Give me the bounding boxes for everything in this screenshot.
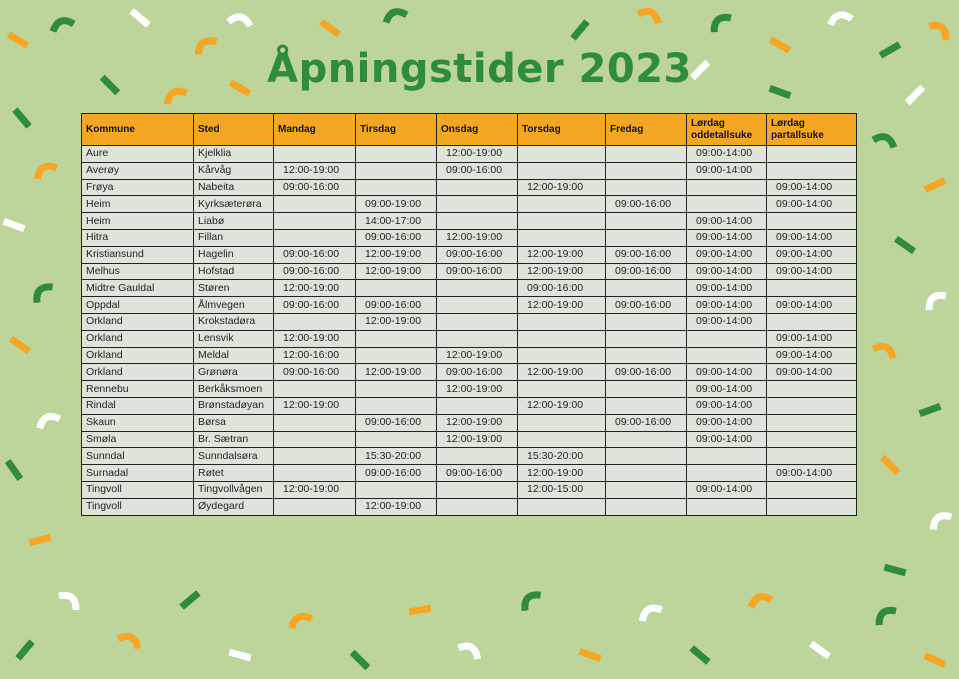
table-row [82, 498, 857, 515]
hours-cell: 12:00-19:00 [437, 381, 518, 398]
table-header-row [82, 114, 857, 146]
hours-cell [518, 431, 606, 448]
hours-cell: 12:00-19:00 [437, 347, 518, 364]
confetti-piece [829, 12, 852, 24]
confetti-piece [229, 652, 250, 658]
hours-cell: 09:00-14:00 [767, 297, 857, 314]
hours-cell: 09:00-16:00 [274, 364, 356, 381]
kommune-cell: Orkland [82, 313, 194, 330]
hours-cell [606, 481, 687, 498]
hours-cell [356, 179, 437, 196]
hours-cell [274, 414, 356, 431]
hours-cell [274, 146, 356, 163]
confetti-piece [638, 8, 661, 24]
hours-cell [518, 146, 606, 163]
kommune-cell: Rindal [82, 397, 194, 414]
hours-cell [606, 498, 687, 515]
hours-cell: 12:00-19:00 [518, 297, 606, 314]
sted-cell: Ålmvegen [194, 297, 274, 314]
sted-cell: Kyrksæterøra [194, 196, 274, 213]
confetti-piece [8, 461, 21, 479]
sted-cell: Br. Sætran [194, 431, 274, 448]
hours-cell [437, 179, 518, 196]
hours-cell: 09:00-14:00 [687, 431, 767, 448]
hours-cell: 09:00-14:00 [687, 146, 767, 163]
confetti-piece [873, 133, 896, 147]
hours-cell [518, 196, 606, 213]
confetti-piece [4, 221, 25, 229]
hours-cell: 09:00-14:00 [767, 263, 857, 280]
hours-cell [606, 465, 687, 482]
confetti-piece [925, 655, 945, 664]
sted-cell: Krokstadøra [194, 313, 274, 330]
confetti-piece [37, 413, 60, 429]
confetti-piece [520, 590, 541, 611]
confetti-piece [352, 652, 368, 668]
hours-cell [606, 431, 687, 448]
hours-cell: 09:00-16:00 [606, 414, 687, 431]
hours-cell: 12:00-19:00 [356, 498, 437, 515]
hours-cell [606, 179, 687, 196]
hours-cell: 09:00-14:00 [767, 246, 857, 263]
column-header: Tirsdag [356, 114, 437, 146]
hours-cell: 09:00-14:00 [687, 297, 767, 314]
confetti-piece [929, 511, 951, 529]
confetti-piece [51, 17, 74, 31]
sted-cell: Kjelklia [194, 146, 274, 163]
hours-cell [356, 280, 437, 297]
hours-cell: 09:00-14:00 [687, 397, 767, 414]
hours-cell: 09:00-14:00 [767, 364, 857, 381]
column-header: Kommune [82, 114, 194, 146]
kommune-cell: Midtre Gauldal [82, 280, 194, 297]
hours-cell [767, 431, 857, 448]
table-row [82, 481, 857, 498]
kommune-cell: Melhus [82, 263, 194, 280]
sted-cell: Meldal [194, 347, 274, 364]
hours-cell [606, 330, 687, 347]
hours-cell: 09:00-16:00 [356, 414, 437, 431]
table-row [82, 229, 857, 246]
hours-cell: 09:00-14:00 [767, 196, 857, 213]
hours-cell [437, 330, 518, 347]
hours-cell [606, 397, 687, 414]
hours-cell: 09:00-16:00 [437, 465, 518, 482]
confetti-piece [228, 15, 251, 26]
hours-cell: 12:00-19:00 [518, 364, 606, 381]
hours-cell [518, 162, 606, 179]
hours-cell [518, 498, 606, 515]
table-row [82, 179, 857, 196]
hours-cell: 12:00-19:00 [356, 364, 437, 381]
kommune-cell: Aure [82, 146, 194, 163]
confetti-piece [811, 644, 829, 657]
hours-cell: 12:00-19:00 [437, 146, 518, 163]
hours-cell [767, 498, 857, 515]
hours-cell [437, 196, 518, 213]
hours-cell [687, 179, 767, 196]
confetti-piece [710, 13, 731, 33]
kommune-cell: Hitra [82, 229, 194, 246]
table-row [82, 397, 857, 414]
sted-cell: Liabø [194, 213, 274, 230]
kommune-cell: Sunndal [82, 448, 194, 465]
hours-cell: 09:00-16:00 [356, 465, 437, 482]
hours-cell: 12:00-19:00 [437, 431, 518, 448]
hours-cell [274, 313, 356, 330]
hours-cell [606, 229, 687, 246]
hours-cell: 09:00-14:00 [767, 179, 857, 196]
confetti-piece [29, 537, 50, 543]
confetti-piece [882, 457, 898, 473]
hours-cell [356, 481, 437, 498]
page-title: Åpningstider 2023 [267, 46, 692, 92]
kommune-cell: Heim [82, 213, 194, 230]
confetti-piece [59, 591, 80, 611]
table-row [82, 246, 857, 263]
hours-cell [356, 347, 437, 364]
hours-cell [767, 397, 857, 414]
hours-cell: 12:00-19:00 [518, 263, 606, 280]
hours-cell: 09:00-16:00 [356, 297, 437, 314]
hours-cell: 09:00-16:00 [606, 297, 687, 314]
hours-cell [687, 465, 767, 482]
table-row [82, 364, 857, 381]
hours-cell [687, 498, 767, 515]
hours-cell [606, 448, 687, 465]
hours-cell [437, 280, 518, 297]
kommune-cell: Orkland [82, 347, 194, 364]
column-header: Lørdag partallsuke [767, 114, 857, 146]
hours-cell: 09:00-14:00 [687, 313, 767, 330]
hours-cell [356, 146, 437, 163]
hours-cell: 15:30-20:00 [356, 448, 437, 465]
hours-cell: 09:00-16:00 [606, 246, 687, 263]
table-row [82, 347, 857, 364]
sted-cell: Kårvåg [194, 162, 274, 179]
hours-cell: 09:00-14:00 [687, 213, 767, 230]
hours-cell [767, 313, 857, 330]
hours-cell: 12:00-19:00 [356, 263, 437, 280]
table-row [82, 381, 857, 398]
confetti-piece [289, 613, 312, 629]
kommune-cell: Rennebu [82, 381, 194, 398]
sted-cell: Grønøra [194, 364, 274, 381]
hours-cell [767, 162, 857, 179]
confetti-piece [749, 593, 772, 607]
column-header: Sted [194, 114, 274, 146]
sted-cell: Røtet [194, 465, 274, 482]
hours-cell: 09:00-14:00 [687, 246, 767, 263]
hours-cell [518, 330, 606, 347]
column-header: Torsdag [518, 114, 606, 146]
hours-cell [606, 213, 687, 230]
confetti-piece [639, 604, 662, 621]
hours-cell: 09:00-16:00 [437, 364, 518, 381]
column-header: Lørdag oddetallsuke [687, 114, 767, 146]
sted-cell: Nabeita [194, 179, 274, 196]
confetti-piece [384, 8, 407, 22]
hours-cell [606, 381, 687, 398]
hours-cell: 12:00-19:00 [518, 179, 606, 196]
hours-cell: 12:00-16:00 [274, 347, 356, 364]
confetti-piece [580, 651, 601, 659]
kommune-cell: Heim [82, 196, 194, 213]
hours-cell [606, 313, 687, 330]
kommune-cell: Oppdal [82, 297, 194, 314]
hours-cell [767, 448, 857, 465]
sted-cell: Børsa [194, 414, 274, 431]
hours-cell [767, 481, 857, 498]
confetti-piece [875, 606, 896, 626]
hours-cell [437, 481, 518, 498]
table-body [82, 146, 857, 516]
hours-cell [274, 465, 356, 482]
hours-cell: 09:00-14:00 [767, 465, 857, 482]
kommune-cell: Skaun [82, 414, 194, 431]
confetti-piece [409, 608, 431, 612]
hours-cell: 12:00-19:00 [274, 481, 356, 498]
hours-cell: 12:00-19:00 [274, 280, 356, 297]
table-row [82, 213, 857, 230]
sted-cell: Tingvollvågen [194, 481, 274, 498]
table-row [82, 465, 857, 482]
hours-cell: 12:00-19:00 [518, 465, 606, 482]
hours-cell [274, 196, 356, 213]
confetti-piece [18, 642, 32, 659]
table-row [82, 280, 857, 297]
hours-cell: 09:00-16:00 [518, 280, 606, 297]
hours-cell: 09:00-16:00 [437, 246, 518, 263]
sted-cell: Lensvik [194, 330, 274, 347]
confetti-piece [573, 22, 587, 39]
opening-hours-table [81, 113, 857, 516]
table-row [82, 330, 857, 347]
hours-cell [687, 330, 767, 347]
hours-cell [767, 280, 857, 297]
hours-cell [767, 213, 857, 230]
hours-cell [767, 146, 857, 163]
hours-cell: 09:00-16:00 [606, 364, 687, 381]
hours-cell [518, 347, 606, 364]
confetti-piece [32, 282, 53, 303]
hours-cell: 12:00-19:00 [518, 397, 606, 414]
hours-cell [274, 213, 356, 230]
hours-cell [274, 381, 356, 398]
kommune-cell: Kristiansund [82, 246, 194, 263]
hours-cell [437, 448, 518, 465]
sted-cell: Støren [194, 280, 274, 297]
confetti-piece [920, 406, 941, 414]
hours-cell [437, 213, 518, 230]
hours-cell: 09:00-16:00 [274, 297, 356, 314]
hours-cell [356, 330, 437, 347]
hours-cell: 09:00-16:00 [606, 196, 687, 213]
hours-cell: 12:00-19:00 [274, 397, 356, 414]
hours-cell [767, 381, 857, 398]
table-row [82, 313, 857, 330]
hours-cell [274, 431, 356, 448]
kommune-cell: Averøy [82, 162, 194, 179]
hours-cell [606, 162, 687, 179]
kommune-cell: Orkland [82, 364, 194, 381]
table-row [82, 146, 857, 163]
confetti-piece [692, 648, 709, 662]
hours-cell [274, 229, 356, 246]
hours-cell [356, 397, 437, 414]
confetti-piece [896, 239, 914, 252]
column-header: Onsdag [437, 114, 518, 146]
sted-cell: Brønstadøyan [194, 397, 274, 414]
table-row [82, 414, 857, 431]
hours-cell [518, 313, 606, 330]
confetti-piece [925, 291, 946, 311]
kommune-cell: Tingvoll [82, 481, 194, 498]
hours-cell: 14:00-17:00 [356, 213, 437, 230]
confetti-piece [884, 567, 905, 573]
table-row [82, 297, 857, 314]
hours-cell: 09:00-14:00 [767, 347, 857, 364]
table-row [82, 263, 857, 280]
table-row [82, 162, 857, 179]
hours-cell [437, 297, 518, 314]
sted-cell: Sunndalsøra [194, 448, 274, 465]
confetti-piece [929, 21, 950, 41]
confetti-piece [34, 162, 57, 179]
hours-cell: 12:00-19:00 [356, 246, 437, 263]
confetti-piece [873, 343, 896, 359]
hours-cell [606, 146, 687, 163]
hours-cell [274, 498, 356, 515]
kommune-cell: Orkland [82, 330, 194, 347]
confetti-piece [925, 180, 945, 189]
hours-cell [606, 280, 687, 297]
sted-cell: Øydegard [194, 498, 274, 515]
hours-cell [606, 347, 687, 364]
sted-cell: Hofstad [194, 263, 274, 280]
confetti-piece [458, 642, 481, 659]
hours-cell [356, 162, 437, 179]
column-header: Mandag [274, 114, 356, 146]
hours-cell [687, 347, 767, 364]
hours-cell: 12:00-19:00 [356, 313, 437, 330]
sted-cell: Berkåksmoen [194, 381, 274, 398]
confetti-piece [118, 633, 141, 649]
hours-cell [274, 448, 356, 465]
confetti-piece [15, 110, 29, 127]
hours-cell [518, 381, 606, 398]
table-row [82, 431, 857, 448]
hours-cell [356, 431, 437, 448]
hours-cell: 09:00-16:00 [356, 229, 437, 246]
hours-cell: 09:00-14:00 [687, 263, 767, 280]
hours-cell [437, 313, 518, 330]
confetti-piece [321, 22, 339, 35]
kommune-cell: Tingvoll [82, 498, 194, 515]
hours-cell: 09:00-14:00 [687, 162, 767, 179]
sted-cell: Hagelin [194, 246, 274, 263]
hours-cell: 09:00-14:00 [687, 280, 767, 297]
hours-cell: 12:00-19:00 [518, 246, 606, 263]
hours-cell: 09:00-14:00 [767, 330, 857, 347]
hours-cell: 12:00-19:00 [437, 414, 518, 431]
kommune-cell: Surnadal [82, 465, 194, 482]
hours-cell: 09:00-19:00 [356, 196, 437, 213]
hours-cell: 09:00-16:00 [274, 246, 356, 263]
hours-cell: 09:00-14:00 [687, 364, 767, 381]
hours-cell [518, 213, 606, 230]
hours-cell [687, 448, 767, 465]
column-header: Fredag [606, 114, 687, 146]
confetti-piece [11, 339, 29, 352]
hours-cell [687, 196, 767, 213]
hours-cell: 09:00-14:00 [687, 381, 767, 398]
hours-cell: 09:00-16:00 [437, 162, 518, 179]
sted-cell: Fillan [194, 229, 274, 246]
confetti-piece [8, 35, 27, 46]
hours-cell: 12:00-19:00 [274, 162, 356, 179]
hours-cell [518, 229, 606, 246]
hours-cell [518, 414, 606, 431]
hours-cell: 12:00-19:00 [437, 229, 518, 246]
hours-cell: 12:00-15:00 [518, 481, 606, 498]
hours-cell [437, 498, 518, 515]
confetti-piece [182, 593, 199, 607]
hours-cell: 09:00-14:00 [687, 414, 767, 431]
table-row [82, 448, 857, 465]
hours-cell: 09:00-16:00 [606, 263, 687, 280]
hours-cell [767, 414, 857, 431]
hours-cell: 09:00-16:00 [274, 179, 356, 196]
hours-cell [356, 381, 437, 398]
confetti-piece [132, 11, 149, 25]
kommune-cell: Smøla [82, 431, 194, 448]
table-row [82, 196, 857, 213]
hours-cell: 12:00-19:00 [274, 330, 356, 347]
hours-cell: 09:00-14:00 [687, 481, 767, 498]
hours-cell [437, 397, 518, 414]
hours-cell: 09:00-16:00 [274, 263, 356, 280]
kommune-cell: Frøya [82, 179, 194, 196]
hours-cell: 09:00-14:00 [767, 229, 857, 246]
hours-cell: 15:30-20:00 [518, 448, 606, 465]
hours-cell: 09:00-16:00 [437, 263, 518, 280]
hours-cell: 09:00-14:00 [687, 229, 767, 246]
